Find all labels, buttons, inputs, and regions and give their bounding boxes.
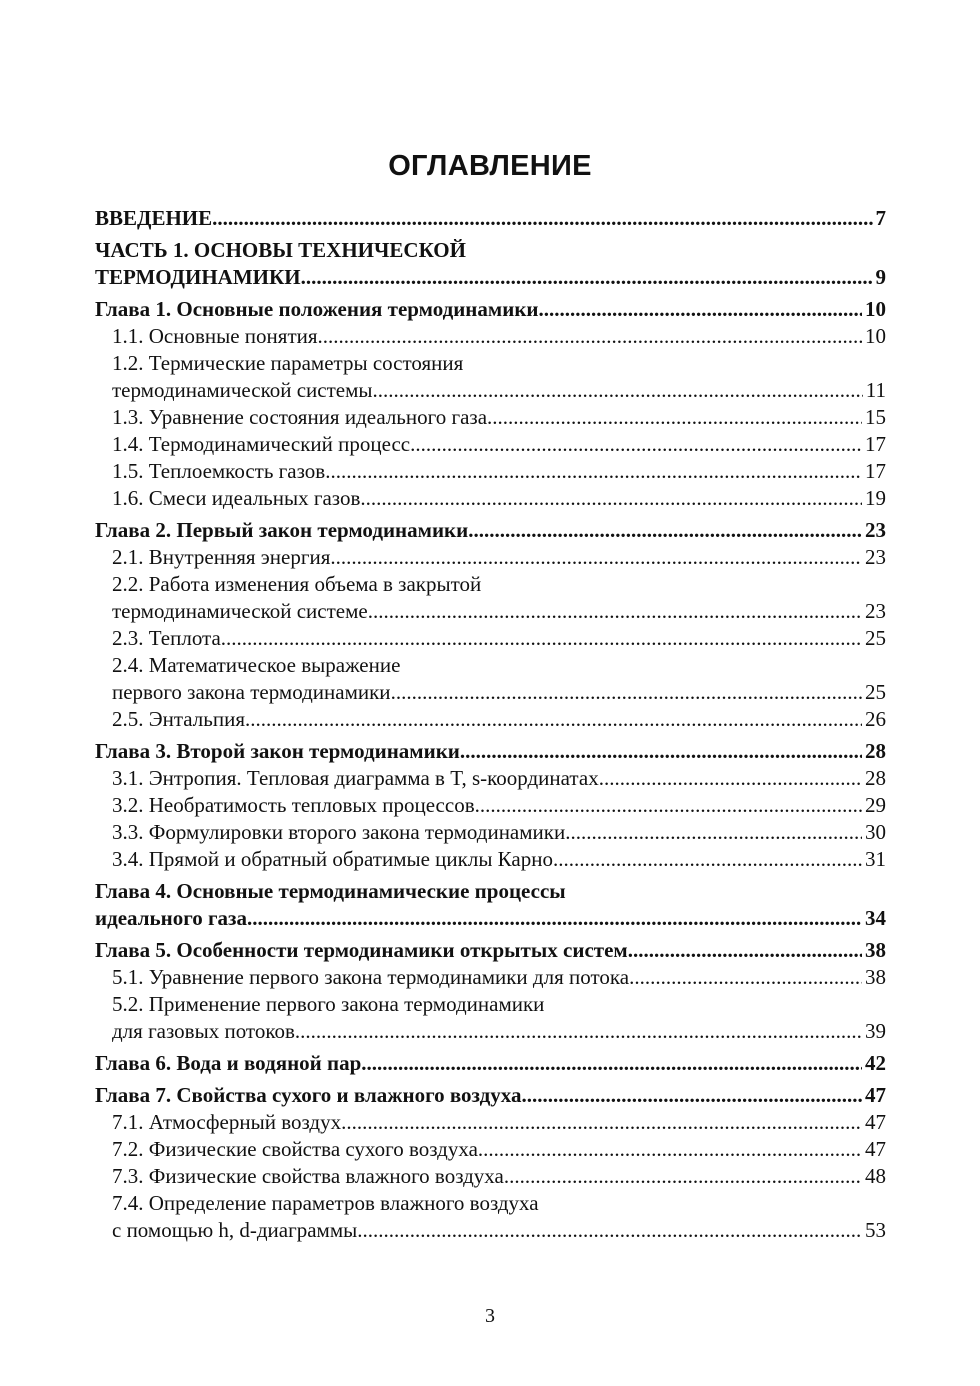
toc-entry-title-line: 2.3. Теплота [112,626,221,650]
dot-leader [504,1163,862,1190]
toc-section-entry[interactable] [95,350,886,404]
toc-section-entry[interactable] [95,1109,886,1136]
toc-section-entry[interactable] [95,792,886,819]
toc-entry-title-line: 1.5. Теплоемкость газов [112,459,326,483]
table-of-contents [95,205,886,1244]
dot-leader [318,323,862,350]
toc-chapter-entry[interactable] [95,517,886,544]
toc-entry-title-line: 2.1. Внутренняя энергия [112,545,331,569]
dot-leader [521,1082,862,1109]
toc-section-entry[interactable] [95,846,886,873]
dot-leader [373,377,863,404]
toc-page-number: 23 [865,545,886,569]
toc-entry-title-line: 3.1. Энтропия. Тепловая диаграмма в T, s-координатах [112,766,599,790]
toc-entry-title-line: ТЕРМОДИНАМИКИ [95,265,301,289]
dot-leader [599,765,862,792]
toc-chapter-entry[interactable] [95,878,886,932]
toc-entry-title-line: первого закона термодинамики [112,680,391,704]
dot-leader [460,738,862,765]
toc-page-number: 23 [865,518,886,542]
toc-page-number: 28 [865,739,886,763]
toc-entry-title-line: 7.1. Атмосферный воздух [112,1110,342,1134]
toc-section-entry[interactable] [95,431,886,458]
toc-entry-title-line: 1.4. Термодинамический процесс [112,432,411,456]
toc-page-number: 17 [865,459,886,483]
dot-leader [487,404,862,431]
toc-chapter-entry[interactable] [95,738,886,765]
toc-entry-title-line: термодинамической системе [112,599,368,623]
toc-page-number: 42 [865,1051,886,1075]
toc-entry-title-line: 7.4. Определение параметров влажного воздуха [112,1191,539,1215]
toc-section-entry[interactable] [95,765,886,792]
toc-entry-title-line: 1.3. Уравнение состояния идеального газа [112,405,488,429]
dot-leader [212,205,872,232]
toc-section-entry[interactable] [95,819,886,846]
toc-page-number: 47 [865,1083,886,1107]
dot-leader [539,296,862,323]
toc-page-number: 53 [865,1218,886,1242]
toc-entry-title-line: 5.2. Применение первого закона термодинамики [112,992,545,1016]
toc-page-number: 25 [865,680,886,704]
dot-leader [629,964,862,991]
toc-entry-title-line: с помощью h, d-диаграммы [112,1218,358,1242]
toc-page-number: 17 [865,432,886,456]
dot-leader [475,792,862,819]
toc-page-number: 25 [865,626,886,650]
toc-entry-title-line: Глава 4. Основные термодинамические процессы [95,879,566,903]
toc-entry-title-line: 5.1. Уравнение первого закона термодинамики для потока [112,965,630,989]
page-title: ОГЛАВЛЕНИЕ [388,150,592,182]
toc-entry-title-line: ЧАСТЬ 1. ОСНОВЫ ТЕХНИЧЕСКОЙ [95,238,466,262]
toc-entry-title-line: 3.2. Необратимость тепловых процессов [112,793,475,817]
toc-entry-title-line: Глава 2. Первый закон термодинамики [95,518,469,542]
dot-leader [245,706,862,733]
toc-section-entry[interactable] [95,1163,886,1190]
toc-chapter-entry[interactable] [95,1050,886,1077]
toc-entry-title-line: термодинамической системы [112,378,373,402]
toc-entry-title-line: Глава 6. Вода и водяной пар [95,1051,362,1075]
toc-page-number: 38 [865,938,886,962]
toc-section-entry[interactable] [95,1190,886,1244]
dot-leader [247,905,862,932]
toc-section-entry[interactable] [95,991,886,1045]
toc-entry-title-line: Глава 3. Второй закон термодинамики [95,739,460,763]
toc-part-entry[interactable] [95,237,886,291]
dot-leader [410,431,862,458]
toc-entry-title-line: идеального газа [95,906,247,930]
dot-leader [478,1136,862,1163]
toc-entry-title-line: 1.2. Термические параметры состояния [112,351,464,375]
toc-page-number: 47 [865,1137,886,1161]
toc-chapter-entry[interactable] [95,296,886,323]
dot-leader [391,679,862,706]
dot-leader [330,544,862,571]
toc-chapter-entry[interactable] [95,1082,886,1109]
toc-chapter-entry[interactable] [95,937,886,964]
toc-page-number: 34 [865,906,886,930]
dot-leader [341,1109,862,1136]
dot-leader [468,517,862,544]
toc-entry-title-line: Глава 5. Особенности термодинамики открытых систем [95,938,628,962]
dot-leader [325,458,862,485]
toc-section-entry[interactable] [95,706,886,733]
dot-leader [368,598,862,625]
toc-entry-title-line: 7.3. Физические свойства влажного воздуха [112,1164,504,1188]
toc-section-entry[interactable] [95,1136,886,1163]
toc-part-entry[interactable] [95,205,886,232]
toc-page-number: 30 [865,820,886,844]
toc-page-number: 19 [865,486,886,510]
toc-page-number: 9 [875,265,886,289]
dot-leader [221,625,862,652]
toc-page-number: 15 [865,405,886,429]
toc-page-number: 48 [865,1164,886,1188]
toc-entry-title-line: 7.2. Физические свойства сухого воздуха [112,1137,478,1161]
toc-entry-title-line: Глава 7. Свойства сухого и влажного воздуха [95,1083,522,1107]
toc-entry-title-line: 3.3. Формулировки второго закона термодинамики [112,820,566,844]
dot-leader [565,819,862,846]
dot-leader [553,846,862,873]
toc-entry-title-line: для газовых потоков [112,1019,295,1043]
dot-leader [301,264,873,291]
toc-page-number: 7 [875,206,886,230]
toc-section-entry[interactable] [95,571,886,625]
toc-entry-title-line: 3.4. Прямой и обратный обратимые циклы Карно [112,847,553,871]
toc-page-number: 47 [865,1110,886,1134]
toc-entry-title-line: Глава 1. Основные положения термодинамики [95,297,539,321]
dot-leader [361,1050,862,1077]
toc-page-number: 26 [865,707,886,731]
toc-page-number: 38 [865,965,886,989]
toc-page-number: 29 [865,793,886,817]
toc-section-entry[interactable] [95,323,886,350]
toc-entry-title-line: 2.2. Работа изменения объема в закрытой [112,572,482,596]
dot-leader [360,485,862,512]
toc-page-number: 39 [865,1019,886,1043]
toc-page-number: 10 [865,324,886,348]
toc-page-number: 11 [865,378,886,402]
toc-section-entry[interactable] [95,625,886,652]
toc-section-entry[interactable] [95,404,886,431]
dot-leader [357,1217,862,1244]
toc-entry-title-line: ВВЕДЕНИЕ [95,206,213,230]
toc-section-entry[interactable] [95,458,886,485]
toc-page-number: 23 [865,599,886,623]
toc-page-number: 10 [865,297,886,321]
toc-entry-title-line: 1.6. Смеси идеальных газов [112,486,361,510]
toc-entry-title-line: 2.5. Энтальпия [112,707,245,731]
toc-page-number: 28 [865,766,886,790]
toc-section-entry[interactable] [95,964,886,991]
toc-entry-title-line: 2.4. Математическое выражение [112,653,401,677]
dot-leader [628,937,862,964]
toc-section-entry[interactable] [95,544,886,571]
dot-leader [295,1018,862,1045]
page-number: 3 [485,1305,495,1327]
toc-section-entry[interactable] [95,485,886,512]
toc-page-number: 31 [865,847,886,871]
toc-entry-title-line: 1.1. Основные понятия [112,324,318,348]
toc-section-entry[interactable] [95,652,886,706]
